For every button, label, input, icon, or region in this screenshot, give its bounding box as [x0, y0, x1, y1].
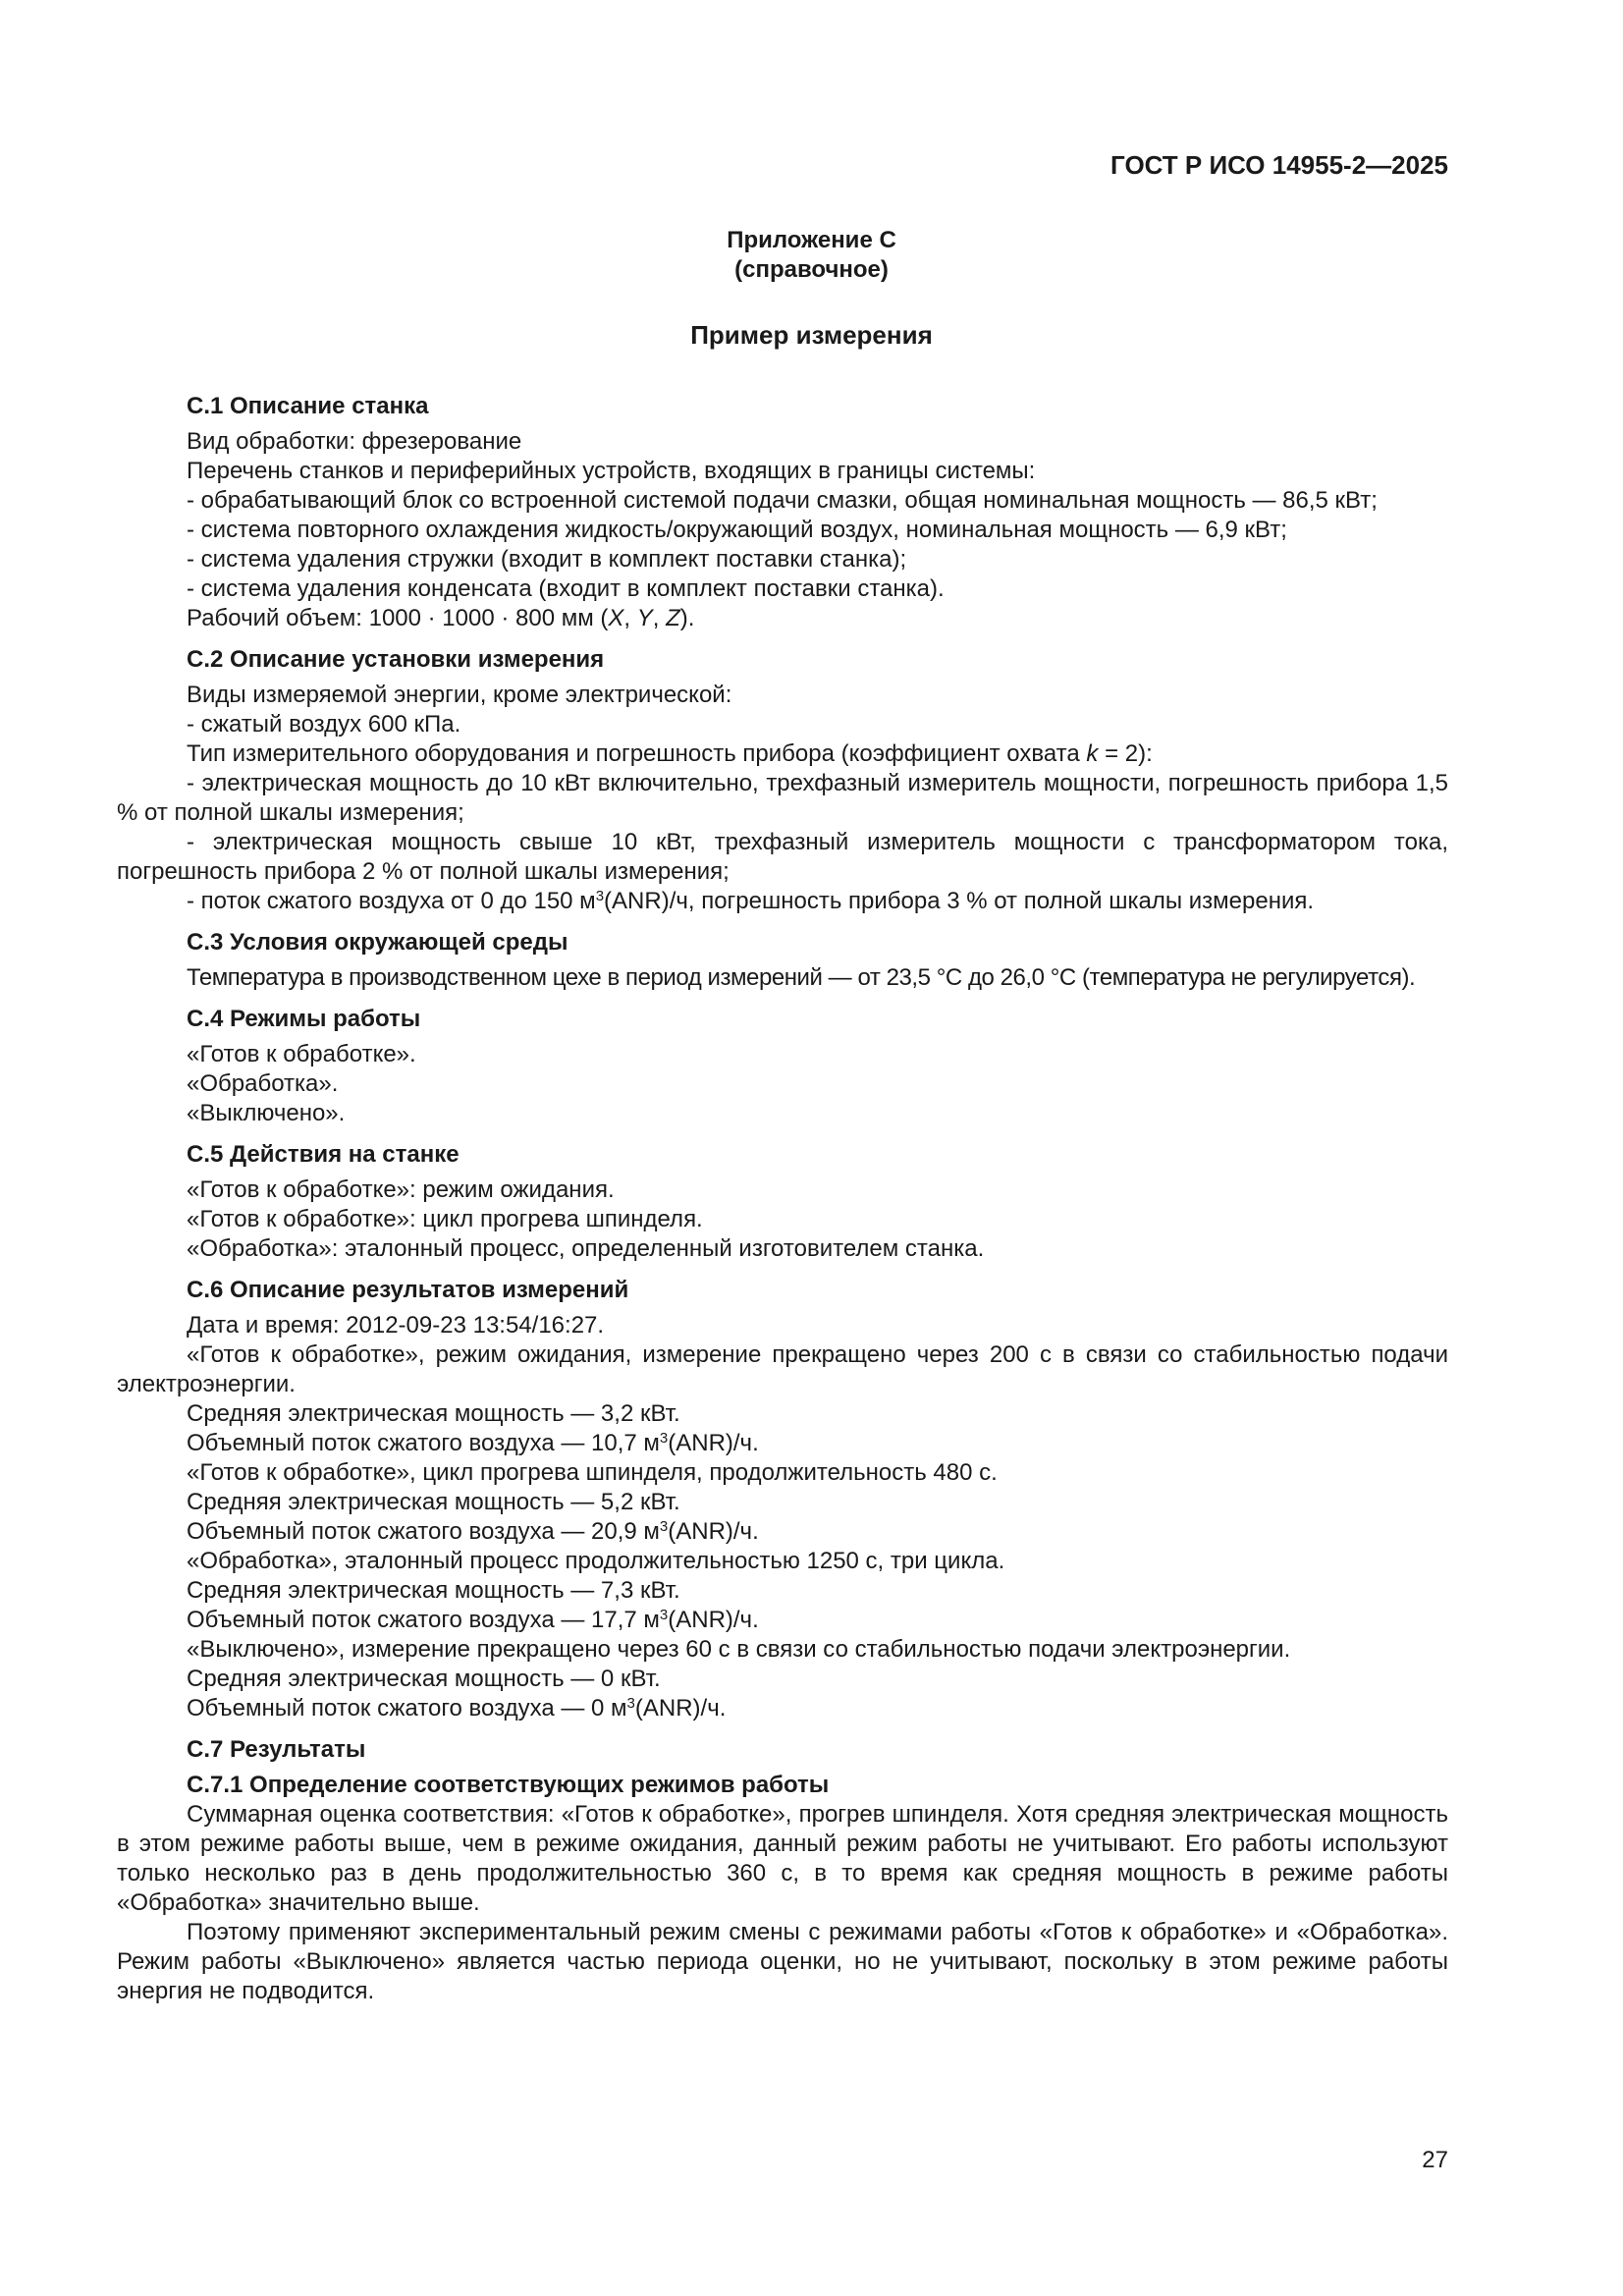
section-c5	[117, 1140, 1448, 1264]
list-item: - система удаления конденсата (входит в комплект поставки станка).	[187, 575, 945, 602]
text-line: Объемный поток сжатого воздуха — 17,7 $м^3(ANR)/ч$.	[187, 1607, 759, 1633]
text-line: Объемный поток сжатого воздуха — 0 $м^3(ANR)/ч$.	[187, 1695, 727, 1722]
text-paragraph: Суммарная оценка соответствия: «Готов к обработке», прогрев шпинделя. Хотя средняя электрическая мощность в этом режиме работы выше, чем в режиме ожидания, данный режим работы не учитывают. Его работы используют только несколько раз в день продолжительностью 360 с, в то время как средняя мощность в режиме работы «Обработка» значительно выше.	[117, 1801, 1448, 1916]
list-item: - поток сжатого воздуха от 0 до 150 $м^3(ANR)/ч$, погрешность прибора 3 % от полной шкалы измерения.	[187, 888, 1315, 914]
section-heading: С.2 Описание установки измерения	[187, 646, 605, 673]
section-c6	[117, 1276, 1448, 1723]
text-line: Виды измеряемой энергии, кроме электрической:	[187, 682, 732, 708]
page-number: 27	[1422, 2147, 1448, 2173]
list-item: «Готов к обработке».	[187, 1041, 416, 1067]
annex-heading	[0, 226, 1623, 285]
text-line: Средняя электрическая мощность — 7,3 кВт.	[187, 1577, 680, 1604]
text-paragraph: Поэтому применяют экспериментальный режим смены с режимами работы «Готов к обработке» и «Обработка». Режим работы «Выключено» является частью периода оценки, но не учитывают, поскольку в этом режиме работы энергия не подводится.	[117, 1919, 1448, 2004]
annex-label: Приложение С	[727, 227, 896, 253]
list-item: «Обработка».	[187, 1070, 339, 1097]
text-line: Вид обработки: фрезерование	[187, 428, 522, 455]
list-item: - электрическая мощность до 10 кВт включительно, трехфазный измеритель мощности, погрешность прибора 1,5 % от полной шкалы измерения;	[117, 770, 1448, 826]
text-line: Температура в производственном цехе в период измерений — от 23,5 °С до 26,0 °С (температура не регулируется).	[187, 964, 1416, 991]
working-volume: Рабочий объем: 1000 · 1000 · 800 мм (X, Y, Z).	[187, 605, 695, 631]
section-c3	[117, 928, 1448, 993]
text-line: Средняя электрическая мощность — 5,2 кВт.	[187, 1489, 680, 1515]
section-heading: С.5 Действия на станке	[187, 1141, 460, 1168]
text-line: Перечень станков и периферийных устройств, входящих в границы системы:	[187, 458, 1036, 484]
text-line: Дата и время: 2012-09-23 13:54/16:27.	[187, 1312, 605, 1339]
list-item: - система удаления стружки (входит в комплект поставки станка);	[187, 546, 907, 573]
section-c4	[117, 1005, 1448, 1128]
document-body	[117, 392, 1448, 2018]
list-item: - обрабатывающий блок со встроенной системой подачи смазки, общая номинальная мощность — 86,5 кВт;	[187, 487, 1378, 514]
text-line: Объемный поток сжатого воздуха — 10,7 $м^3(ANR)/ч$.	[187, 1430, 759, 1456]
section-c2	[117, 645, 1448, 916]
list-item: «Выключено».	[187, 1100, 346, 1126]
text-line: Средняя электрическая мощность — 0 кВт.	[187, 1666, 661, 1692]
section-c7	[117, 1735, 1448, 2006]
text-paragraph: «Готов к обработке», режим ожидания, измерение прекращено через 200 с в связи со стабильностью подачи электроэнергии.	[117, 1341, 1448, 1397]
list-item: «Готов к обработке»: цикл прогрева шпинделя.	[187, 1206, 703, 1232]
text-line: Средняя электрическая мощность — 3,2 кВт.	[187, 1400, 680, 1427]
text-line: Тип измерительного оборудования и погрешность прибора (коэффициент охвата k = 2):	[187, 740, 1153, 767]
annex-title: Пример измерения	[690, 320, 933, 350]
document-code: ГОСТ Р ИСО 14955-2—2025	[1110, 150, 1448, 180]
list-item: - система повторного охлаждения жидкость/окружающий воздух, номинальная мощность — 6,9 кВт;	[187, 517, 1287, 543]
section-heading: С.4 Режимы работы	[187, 1006, 421, 1032]
list-item: - электрическая мощность свыше 10 кВт, трехфазный измеритель мощности с трансформатором тока, погрешность прибора 2 % от полной шкалы измерения;	[117, 829, 1448, 885]
section-heading: С.7 Результаты	[187, 1736, 366, 1763]
list-item: - сжатый воздух 600 кПа.	[187, 711, 461, 738]
section-heading: С.3 Условия окружающей среды	[187, 929, 568, 956]
section-heading: С.6 Описание результатов измерений	[187, 1277, 629, 1303]
text-line: «Готов к обработке», цикл прогрева шпинделя, продолжительность 480 с.	[187, 1459, 998, 1486]
text-line: «Выключено», измерение прекращено через 60 с в связи со стабильностью подачи электроэнергии.	[187, 1636, 1291, 1663]
section-c1	[117, 392, 1448, 633]
text-line: Объемный поток сжатого воздуха — 20,9 $м^3(ANR)/ч$.	[187, 1518, 759, 1545]
text-line: «Обработка», эталонный процесс продолжительностью 1250 с, три цикла.	[187, 1548, 1005, 1574]
list-item: «Готов к обработке»: режим ожидания.	[187, 1176, 615, 1203]
list-item: «Обработка»: эталонный процесс, определенный изготовителем станка.	[187, 1235, 985, 1262]
annex-status: (справочное)	[734, 256, 889, 283]
subsection-heading: С.7.1 Определение соответствующих режимов работы	[187, 1772, 830, 1798]
section-heading: С.1 Описание станка	[187, 393, 429, 419]
